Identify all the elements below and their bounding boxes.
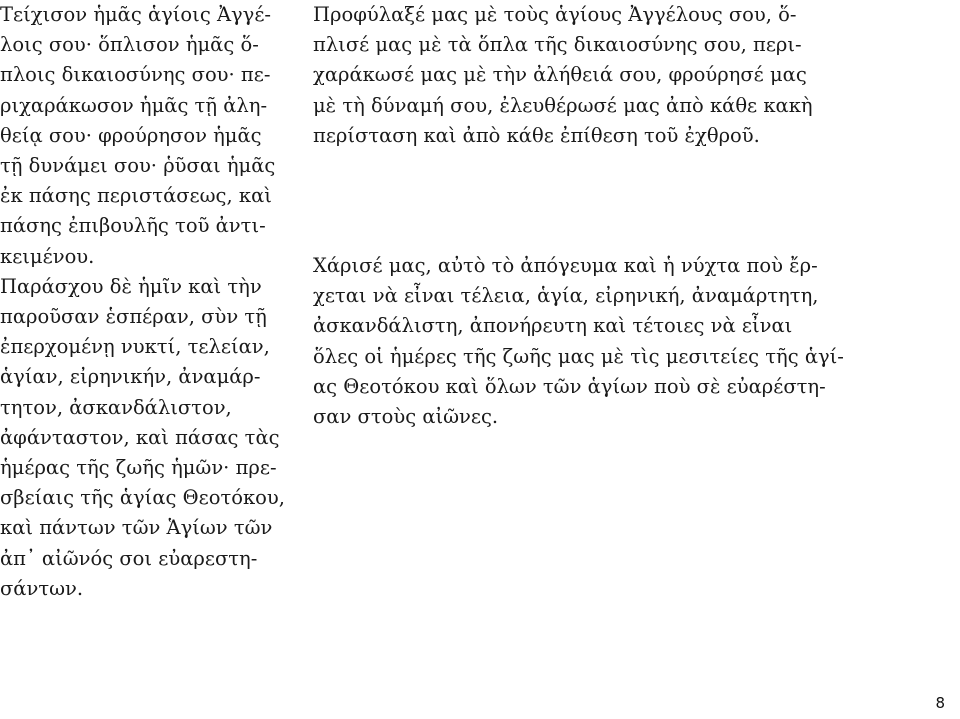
page-number: 8 bbox=[935, 694, 945, 712]
text-line: καὶ πάντων τῶν Ἁγίων τῶν bbox=[0, 516, 273, 540]
text-line: ας Θεοτόκου καὶ ὅλων τῶν ἁγίων ποὺ σὲ εὐαρέστη- bbox=[313, 374, 826, 398]
text-line: μὲ τὴ δύναμή σου, ἐλευθέρωσέ μας ἀπὸ κάθε κακὴ bbox=[313, 93, 813, 117]
text-line: ἀπ᾽ αἰῶνός σοι εὐαρεστη- bbox=[0, 546, 258, 570]
modern-greek-paragraph-1 bbox=[313, 0, 953, 151]
text-line: Τείχισον ἡμᾶς ἁγίοις Ἀγγέ- bbox=[0, 3, 272, 26]
text-line: πλισέ μας μὲ τὰ ὅπλα τῆς δικαιοσύνης σου, περι- bbox=[313, 33, 802, 57]
text-line: παροῦσαν ἑσπέραν, σὺν τῇ bbox=[0, 305, 267, 329]
text-line: τῇ δυνάμει σου· ῥῦσαι ἡμᾶς bbox=[0, 154, 276, 178]
text-line: περίσταση καὶ ἀπὸ κάθε ἐπίθεση τοῦ ἐχθροῦ. bbox=[313, 123, 760, 147]
text-line: ἁγίαν, εἰρηνικήν, ἀναμάρ- bbox=[0, 365, 261, 389]
text-line: ὅλες οἱ ἡμέρες τῆς ζωῆς μας μὲ τὶς μεσιτείες τῆς ἁγί- bbox=[313, 344, 844, 368]
text-line: ἀσκανδάλιστη, ἀπονήρευτη καὶ τέτοιες νὰ εἶναι bbox=[313, 314, 793, 338]
text-line: ἐπερχομένῃ νυκτί, τελείαν, bbox=[0, 335, 270, 359]
greek-original-column bbox=[0, 0, 300, 604]
text-line: σαν στοὺς αἰῶνες. bbox=[313, 405, 499, 429]
modern-greek-column bbox=[313, 0, 953, 432]
text-line: κειμένου. bbox=[0, 244, 95, 268]
text-line: ριχαράκωσον ἡμᾶς τῇ ἀλη- bbox=[0, 93, 268, 117]
text-line: πάσης ἐπιβουλῆς τοῦ ἀντι- bbox=[0, 214, 266, 238]
text-line: Παράσχου δὲ ἡμῖν καὶ τὴν bbox=[0, 274, 262, 298]
text-line: σβείαις τῆς ἁγίας Θεοτόκου, bbox=[0, 486, 285, 510]
text-line: σάντων. bbox=[0, 576, 84, 600]
text-line: χαράκωσέ μας μὲ τὴν ἀλήθειά σου, φρούρησέ μας bbox=[313, 63, 807, 87]
text-line: πλοις δικαιοσύνης σου· πε- bbox=[0, 63, 271, 87]
text-line: τητον, ἀσκανδάλιστον, bbox=[0, 395, 232, 419]
modern-greek-paragraph-2 bbox=[313, 251, 953, 432]
text-line: ἐκ πάσης περιστάσεως, καὶ bbox=[0, 184, 272, 208]
text-line: θείᾳ σου· φρούρησον ἡμᾶς bbox=[0, 123, 262, 147]
greek-original-text bbox=[0, 0, 300, 604]
text-line: Χάρισέ μας, αὐτὸ τὸ ἀπόγευμα καὶ ἡ νύχτα ποὺ ἔρ- bbox=[313, 254, 818, 278]
text-line: Προφύλαξέ μας μὲ τοὺς ἁγίους Ἀγγέλους σου, ὅ- bbox=[313, 3, 797, 26]
text-line: λοις σου· ὅπλισον ἡμᾶς ὅ- bbox=[0, 33, 259, 57]
text-line: ἀφάνταστον, καὶ πάσας τὰς bbox=[0, 425, 280, 449]
text-line: ἡμέρας τῆς ζωῆς ἡμῶν· πρε- bbox=[0, 456, 277, 480]
text-line: χεται νὰ εἶναι τέλεια, ἁγία, εἰρηνική, ἀναμάρτητη, bbox=[313, 284, 819, 308]
